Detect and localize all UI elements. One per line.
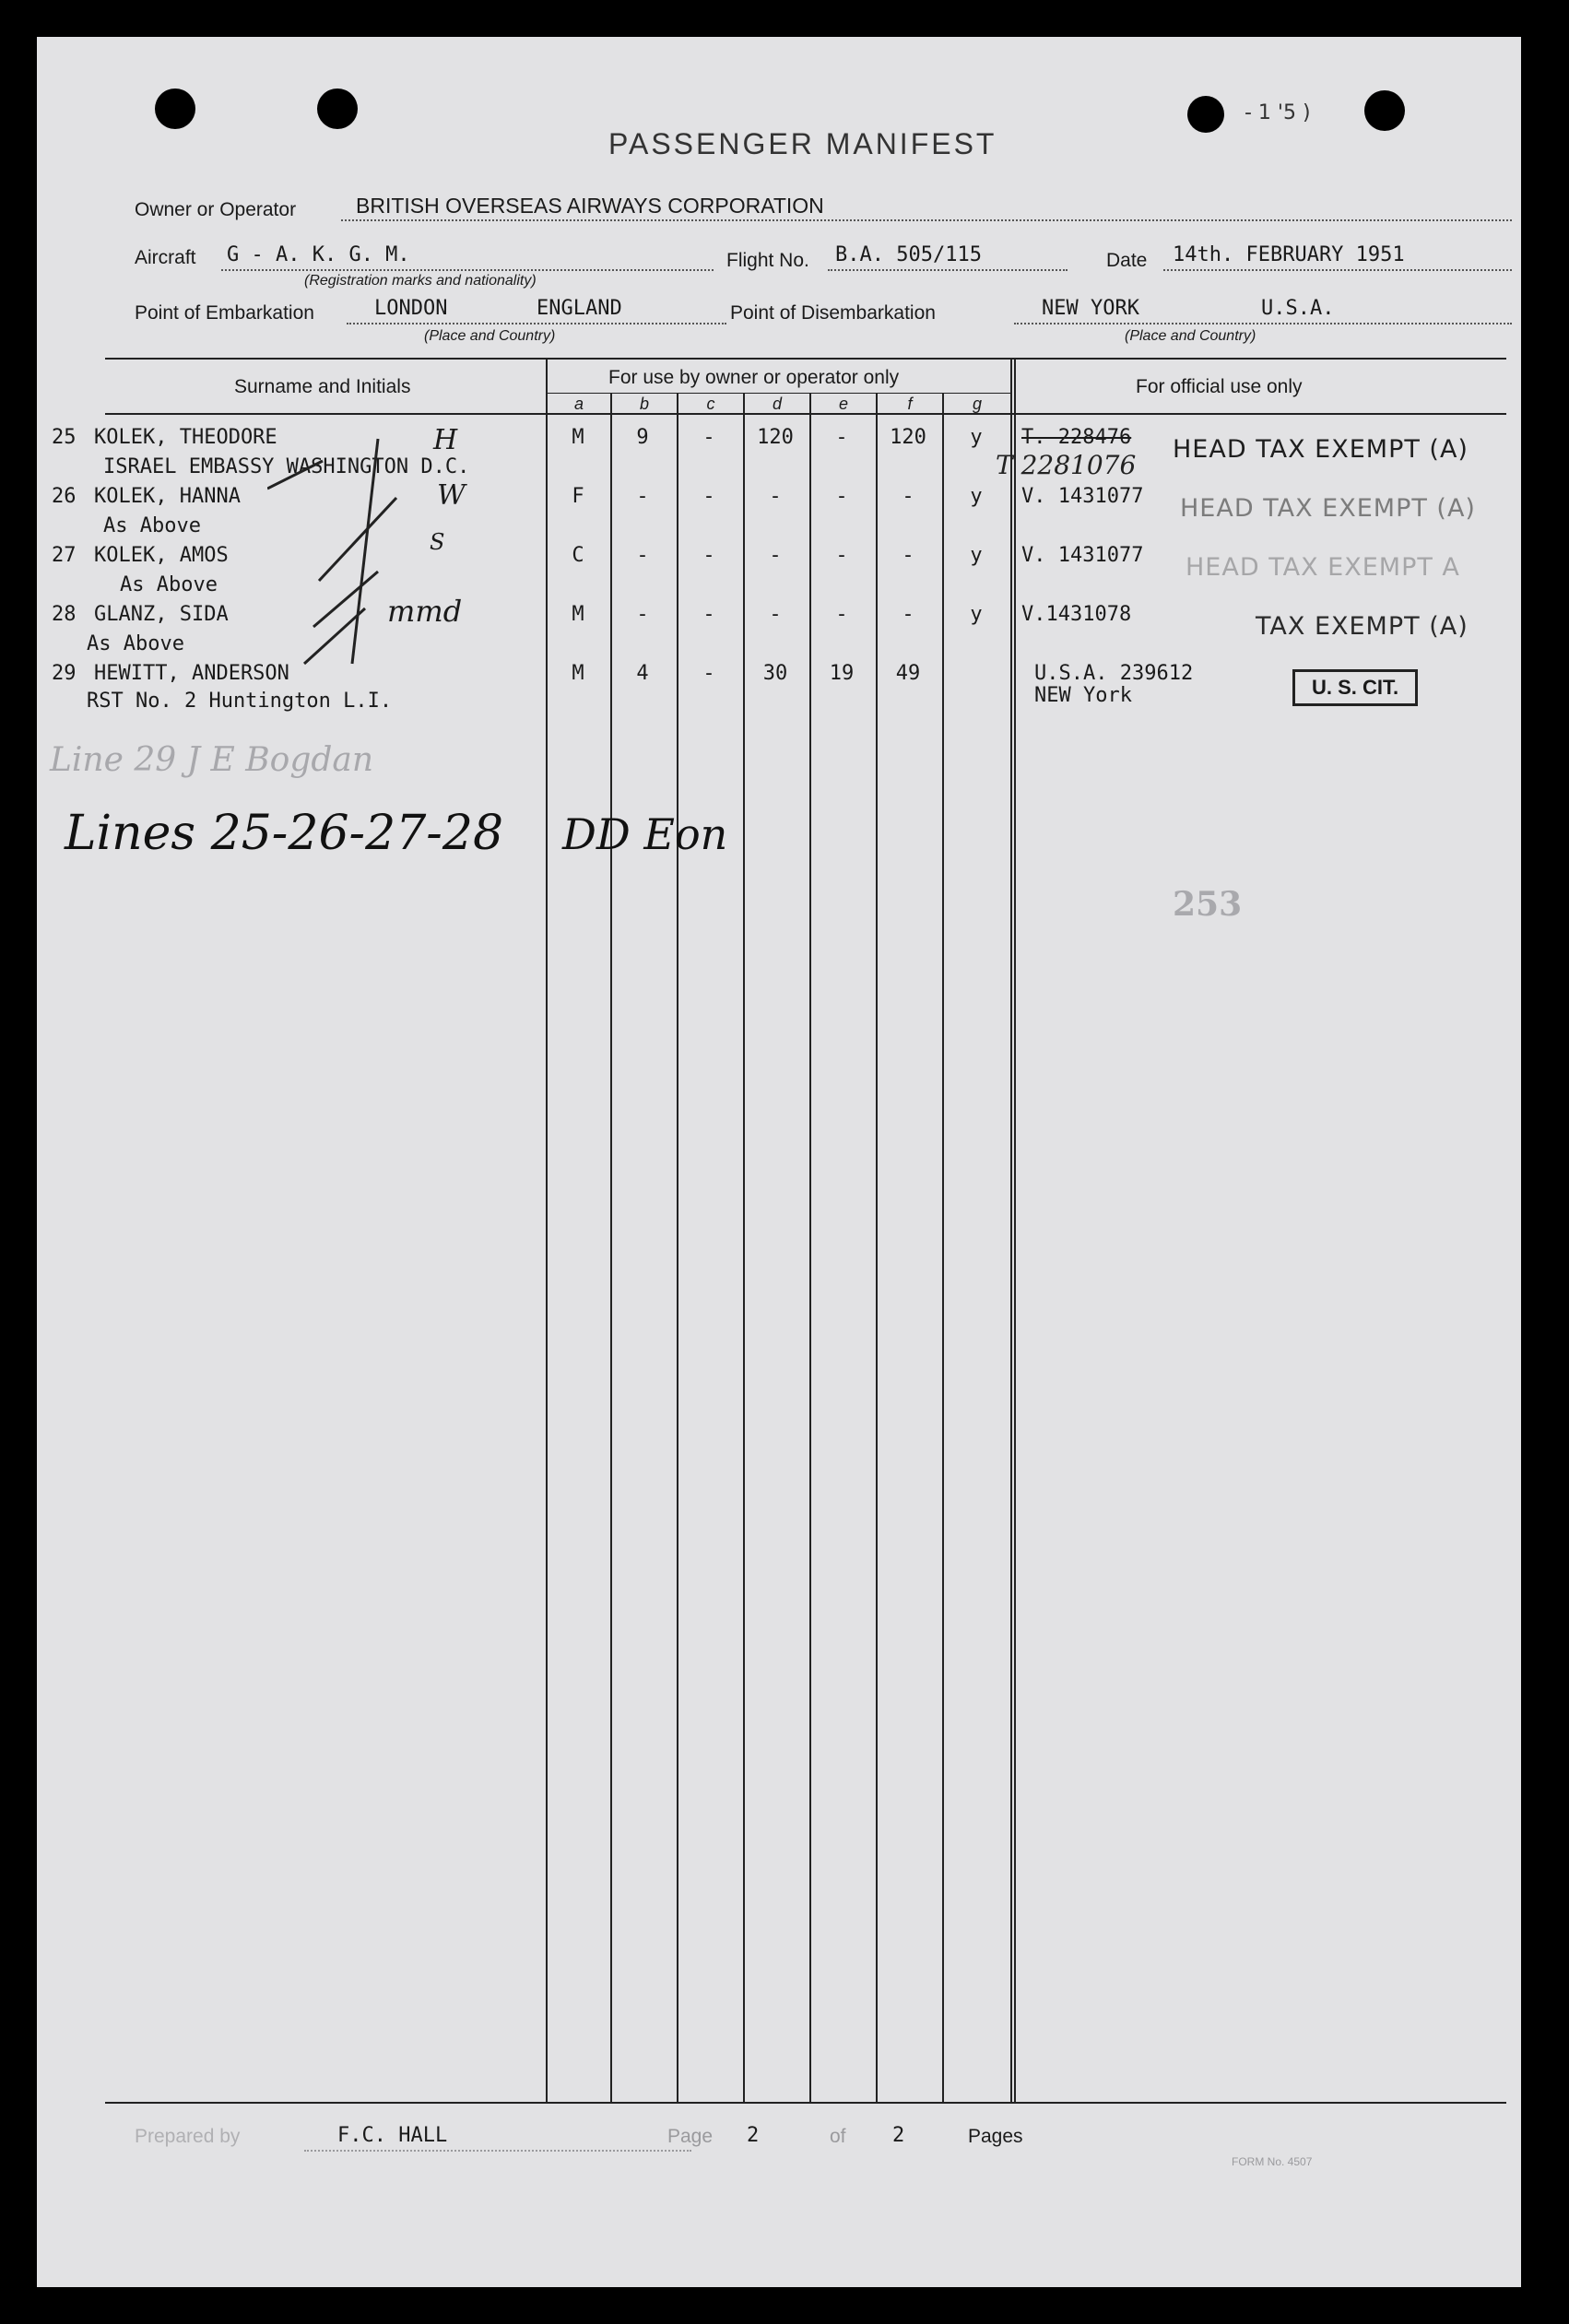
page-title: PASSENGER MANIFEST xyxy=(608,127,997,160)
cell-a: M xyxy=(572,603,584,626)
initials: DD Eon xyxy=(562,809,728,859)
header-reference: - 1 '5 ) xyxy=(1245,101,1311,124)
flight-label: Flight No. xyxy=(726,250,809,271)
cell-g: y xyxy=(970,485,983,508)
prepared-by-value: F.C. HALL xyxy=(337,2124,448,2147)
col-divider xyxy=(1010,360,1012,2102)
date-label: Date xyxy=(1106,250,1148,271)
prepared-underline xyxy=(304,2150,691,2152)
owner-value: BRITISH OVERSEAS AIRWAYS CORPORATION xyxy=(356,194,824,218)
cell-d: - xyxy=(769,544,782,567)
disembarkation-underline xyxy=(1014,323,1512,324)
page-label: Page xyxy=(667,2126,714,2147)
col-divider xyxy=(743,393,745,2102)
official-city: NEW York xyxy=(1034,684,1132,707)
passenger-address: As Above xyxy=(103,514,201,537)
passenger-address: As Above xyxy=(87,632,184,655)
cell-b: - xyxy=(636,603,649,626)
official-number: V. 1431077 xyxy=(1021,544,1144,567)
aircraft-caption: (Registration marks and nationality) xyxy=(304,273,537,289)
cell-f: - xyxy=(902,544,914,567)
margin-mark: mmd xyxy=(387,594,463,629)
embarkation-place: LONDON xyxy=(374,297,448,320)
cell-f: - xyxy=(902,485,914,508)
flight-value: B.A. 505/115 xyxy=(835,243,982,266)
column-header-e: e xyxy=(838,395,848,413)
embarkation-label: Point of Embarkation xyxy=(135,302,314,324)
line-note-faint: Line 29 J E Bogdan xyxy=(50,741,374,779)
cell-a: C xyxy=(572,544,584,567)
column-header-g: g xyxy=(972,395,982,413)
manifest-sheet xyxy=(37,37,1521,2287)
row-number: 27 xyxy=(52,544,77,567)
head-tax-stamp: HEAD TAX EXEMPT A xyxy=(1186,553,1460,582)
cell-f: 120 xyxy=(890,426,926,449)
table-bottom-rule xyxy=(105,2102,1506,2104)
cell-b: 4 xyxy=(636,662,649,685)
punch-hole xyxy=(1364,90,1405,131)
row-number: 25 xyxy=(52,426,77,449)
passenger-name: HEWITT, ANDERSON xyxy=(94,662,289,685)
aircraft-underline xyxy=(221,269,714,271)
column-header-f: f xyxy=(907,395,913,413)
cell-d: - xyxy=(769,485,782,508)
disembarkation-country: U.S.A. xyxy=(1261,297,1335,320)
cell-b: - xyxy=(636,485,649,508)
head-tax-stamp: TAX EXEMPT (A) xyxy=(1256,612,1469,641)
cell-a: M xyxy=(572,426,584,449)
punch-hole xyxy=(1187,96,1224,133)
official-number: V.1431078 xyxy=(1021,603,1132,626)
column-header-b: b xyxy=(639,395,649,413)
cell-a: M xyxy=(572,662,584,685)
cell-c: - xyxy=(702,662,715,685)
row-number: 26 xyxy=(52,485,77,508)
cell-g: y xyxy=(970,544,983,567)
cell-e: - xyxy=(835,544,848,567)
official-handwritten-number: T 2281076 xyxy=(996,450,1137,480)
column-header-d: d xyxy=(772,395,782,413)
passenger-name: GLANZ, SIDA xyxy=(94,603,229,626)
prepared-by-label: Prepared by xyxy=(135,2126,241,2147)
disembarkation-caption: (Place and Country) xyxy=(1125,328,1256,344)
cell-d: 120 xyxy=(757,426,794,449)
cell-d: - xyxy=(769,603,782,626)
cell-c: - xyxy=(702,544,715,567)
aircraft-label: Aircraft xyxy=(135,247,196,268)
column-header-a: a xyxy=(573,395,584,413)
cell-a: F xyxy=(572,485,584,508)
cell-e: - xyxy=(835,603,848,626)
cell-g: y xyxy=(970,426,983,449)
col-divider xyxy=(876,393,878,2102)
page-value: 2 xyxy=(747,2124,760,2147)
tick-stroke xyxy=(319,498,396,581)
passenger-name: KOLEK, HANNA xyxy=(94,485,241,508)
cell-g: y xyxy=(970,603,983,626)
margin-tick-marks xyxy=(267,433,516,673)
column-header-c: c xyxy=(706,395,715,413)
disembarkation-label: Point of Disembarkation xyxy=(730,302,936,324)
lines-note: Lines 25-26-27-28 xyxy=(65,806,504,861)
passenger-name: KOLEK, AMOS xyxy=(94,544,229,567)
of-value: 2 xyxy=(892,2124,905,2147)
cell-b: 9 xyxy=(636,426,649,449)
cell-e: - xyxy=(835,485,848,508)
col-divider xyxy=(942,393,944,2102)
row-number: 28 xyxy=(52,603,77,626)
embarkation-underline xyxy=(347,323,726,324)
stamp-number: 253 xyxy=(1173,885,1243,924)
cell-b: - xyxy=(636,544,649,567)
us-citizen-stamp: U. S. CIT. xyxy=(1292,669,1418,706)
col-divider xyxy=(1014,360,1016,2102)
passenger-address: ISRAEL EMBASSY WASHINGTON D.C. xyxy=(103,455,470,478)
cell-f: 49 xyxy=(895,662,921,685)
surname-header: Surname and Initials xyxy=(234,376,411,397)
table-top-rule xyxy=(105,358,1506,360)
punch-hole xyxy=(317,88,358,129)
embarkation-country: ENGLAND xyxy=(537,297,622,320)
tick-stroke xyxy=(352,439,378,664)
flight-underline xyxy=(828,269,1068,271)
cell-e: - xyxy=(835,426,848,449)
head-tax-stamp: HEAD TAX EXEMPT (A) xyxy=(1173,435,1469,464)
head-tax-stamp: HEAD TAX EXEMPT (A) xyxy=(1180,494,1476,523)
row-number: 29 xyxy=(52,662,77,685)
cell-c: - xyxy=(702,426,715,449)
owner-use-header: For use by owner or operator only xyxy=(608,367,900,388)
pages-label: Pages xyxy=(968,2126,1023,2147)
tick-stroke xyxy=(313,572,378,627)
owner-underline xyxy=(341,219,1512,221)
margin-mark: W xyxy=(437,479,466,512)
punch-hole xyxy=(155,88,195,129)
col-divider xyxy=(809,393,811,2102)
official-number: U.S.A. 239612 xyxy=(1034,662,1194,685)
cell-c: - xyxy=(702,603,715,626)
passenger-address: As Above xyxy=(120,573,218,596)
cell-d: 30 xyxy=(762,662,788,685)
official-number: T. 228476 xyxy=(1021,426,1132,449)
official-use-header: For official use only xyxy=(1136,376,1303,397)
tick-stroke xyxy=(267,461,323,489)
embarkation-caption: (Place and Country) xyxy=(424,328,556,344)
col-divider xyxy=(677,393,678,2102)
cell-c: - xyxy=(702,485,715,508)
cell-f: - xyxy=(902,603,914,626)
margin-mark: H xyxy=(433,424,458,456)
passenger-address: RST No. 2 Huntington L.I. xyxy=(87,690,393,713)
form-code: FORM No. 4507 xyxy=(1232,2155,1313,2168)
col-divider xyxy=(610,393,612,2102)
aircraft-value: G - A. K. G. M. xyxy=(227,243,410,266)
cell-e: 19 xyxy=(829,662,855,685)
of-label: of xyxy=(830,2126,846,2147)
date-underline xyxy=(1163,269,1512,271)
passenger-name: KOLEK, THEODORE xyxy=(94,426,277,449)
disembarkation-place: NEW YORK xyxy=(1042,297,1139,320)
owner-label: Owner or Operator xyxy=(135,199,297,220)
official-number: V. 1431077 xyxy=(1021,485,1144,508)
date-value: 14th. FEBRUARY 1951 xyxy=(1173,243,1405,266)
margin-mark: S xyxy=(430,529,445,555)
